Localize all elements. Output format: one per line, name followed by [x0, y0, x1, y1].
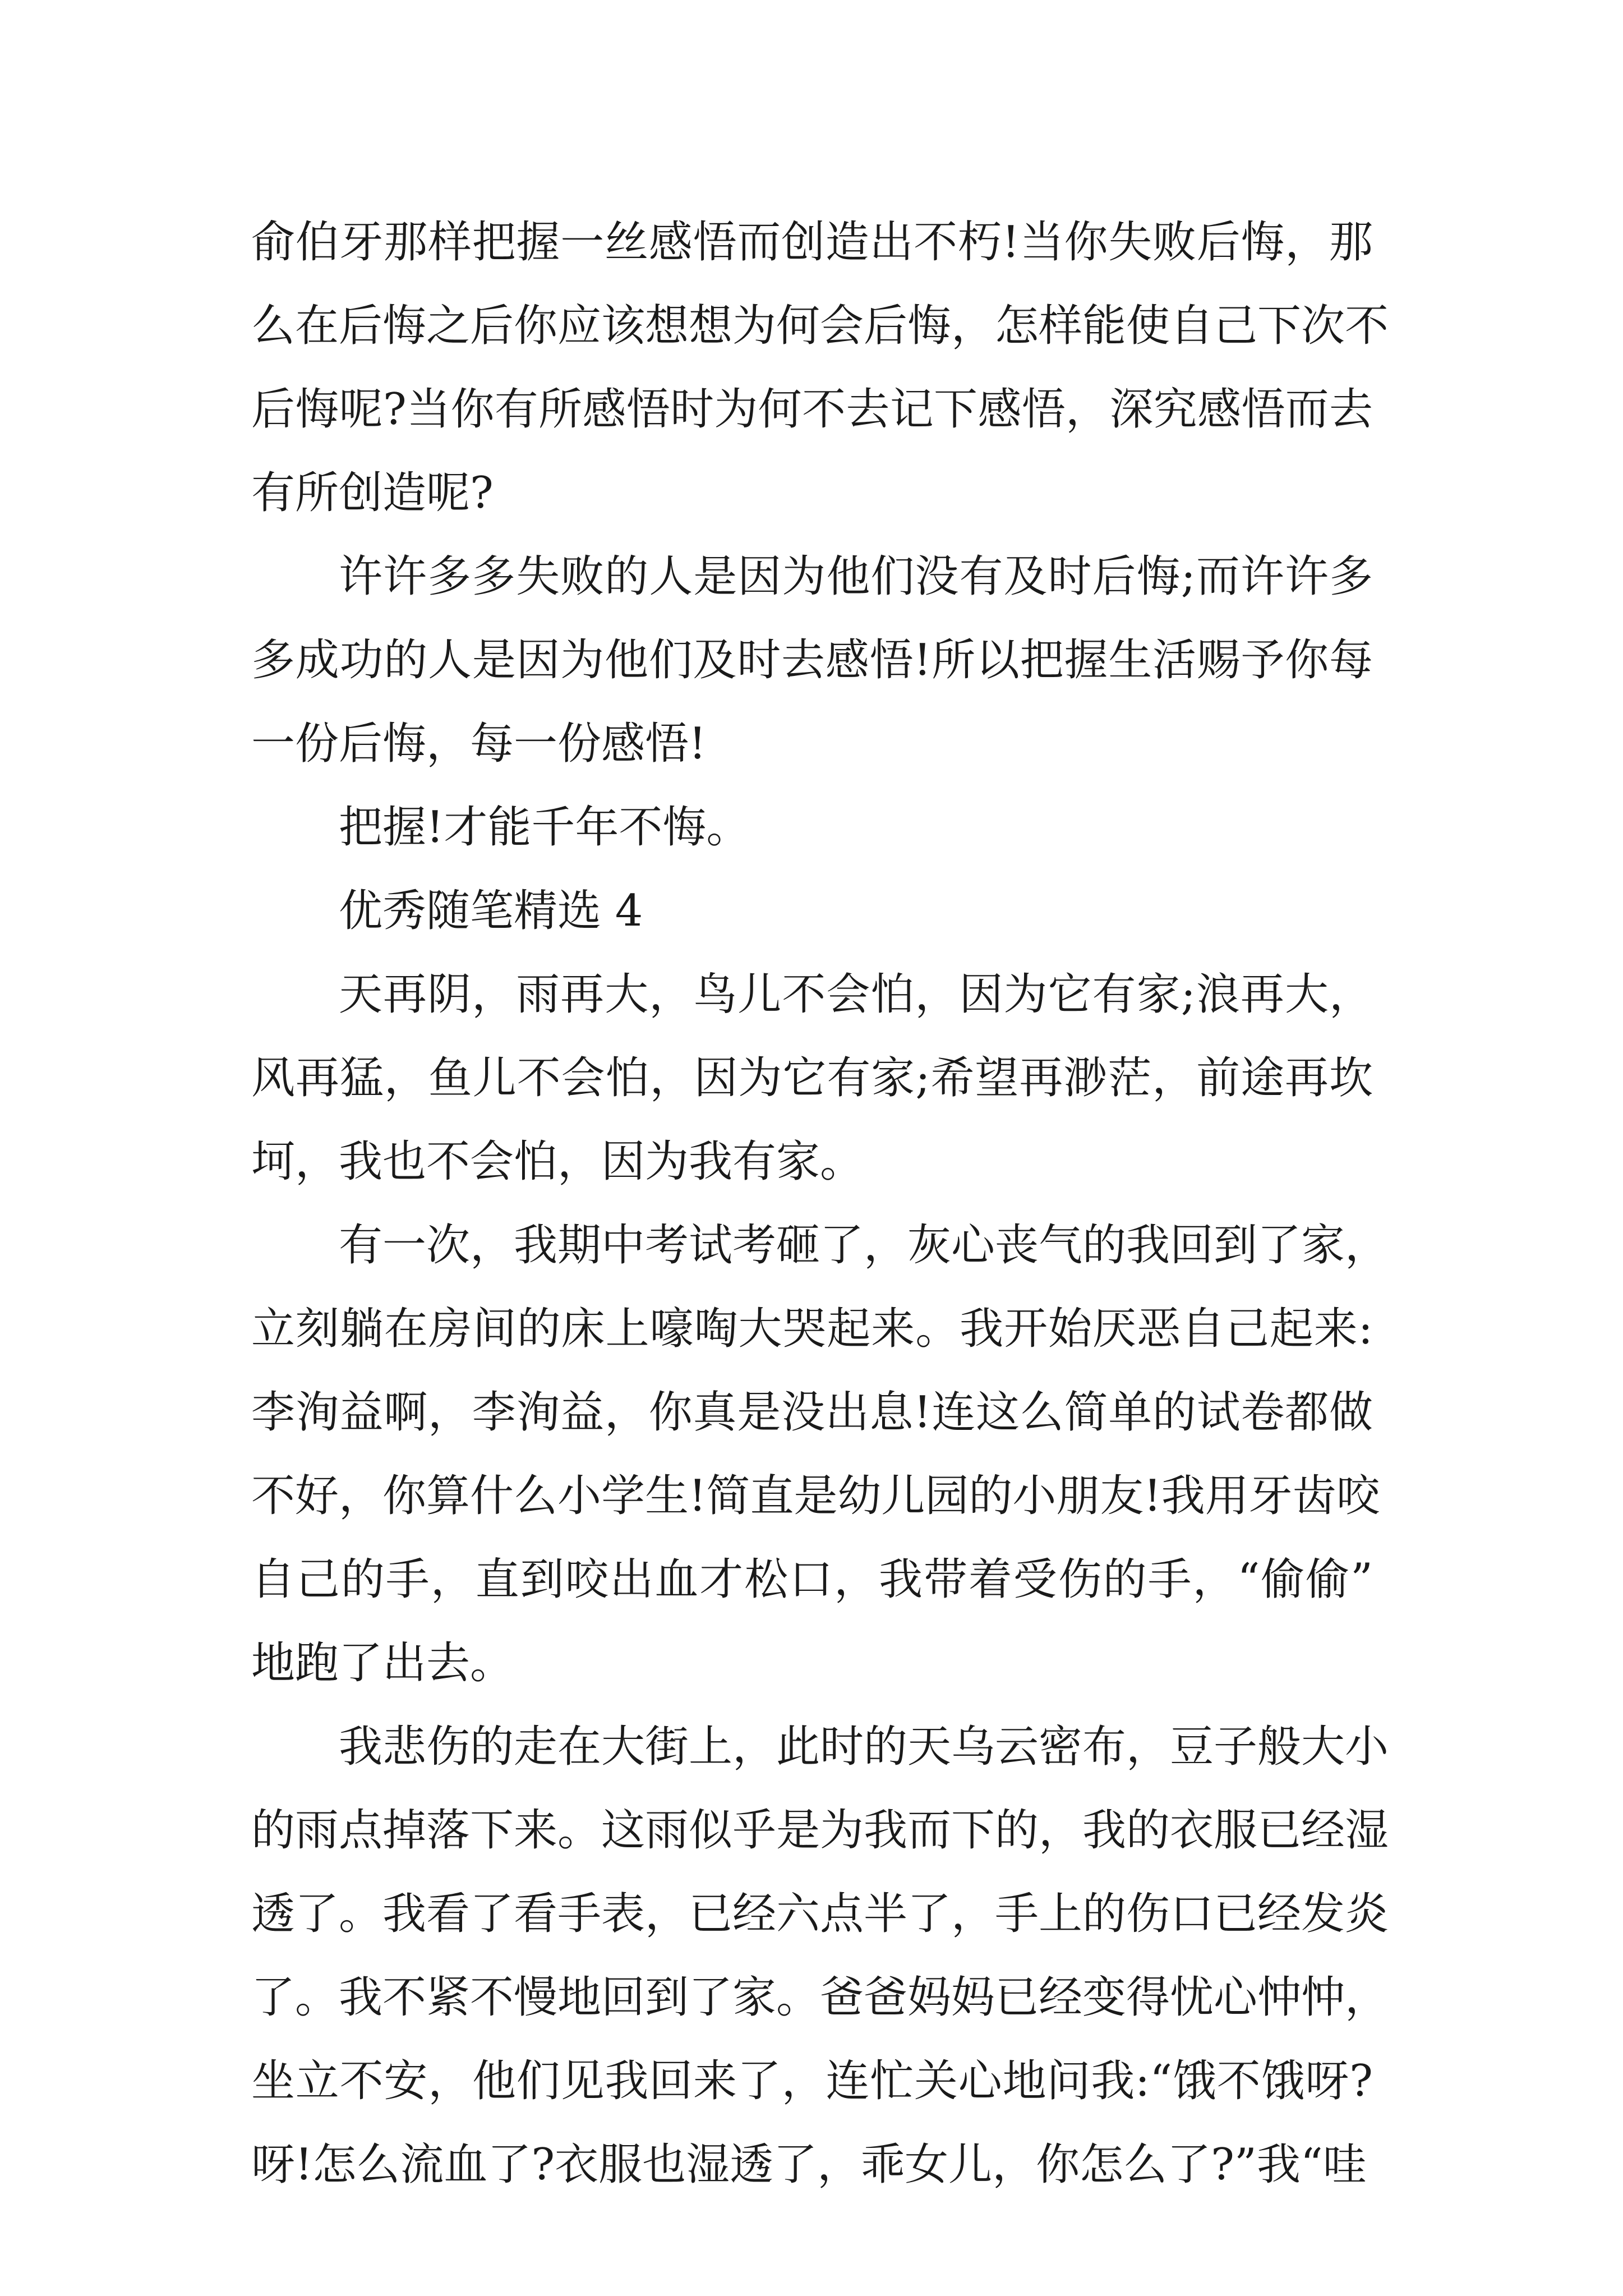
- text-line: 有所创造呢?: [251, 468, 494, 518]
- text-line: 后悔呢?当你有所感悟时为何不去记下感悟，深究感悟而去: [251, 384, 1373, 435]
- paragraph: [251, 869, 1373, 953]
- text-line: 我悲伤的走在大街上，此时的天乌云密布，豆子般大小: [339, 1722, 1389, 1772]
- text-line: 么在后悔之后你应该想想为何会后悔，怎样能使自己下次不: [251, 301, 1389, 351]
- text-line: 自己的手，直到咬出血才松口，我带着受伤的手，“偷偷”: [251, 1554, 1373, 1605]
- paragraph: [251, 786, 1373, 869]
- document-body: [251, 201, 1389, 2207]
- paragraph: [251, 535, 1373, 786]
- text-line: 不好，你算什么小学生!简直是幼儿园的小朋友!我用牙齿咬: [251, 1471, 1380, 1521]
- text-line: 呀!怎么流血了?衣服也湿透了，乖女儿，你怎么了?”我“哇: [251, 2139, 1367, 2190]
- text-line: 俞伯牙那样把握一丝感悟而创造出不朽!当你失败后悔，那: [251, 217, 1373, 268]
- text-line: 天再阴，雨再大，鸟儿不会怕，因为它有家;浪再大，: [339, 969, 1373, 1020]
- text-line: 透了。我看了看手表，已经六点半了，手上的伤口已经发炎: [251, 1889, 1389, 1939]
- text-line: 有一次，我期中考试考砸了，灰心丧气的我回到了家，: [339, 1220, 1389, 1271]
- text-line: 优秀随笔精选 4: [339, 886, 643, 936]
- paragraph: [251, 1705, 1389, 2207]
- text-line: 许许多多失败的人是因为他们没有及时后悔;而许许多: [339, 551, 1373, 602]
- paragraph: [251, 1204, 1389, 1705]
- text-line: 立刻躺在房间的床上嚎啕大哭起来。我开始厌恶自己起来:: [251, 1304, 1373, 1354]
- text-line: 多成功的人是因为他们及时去感悟!所以把握生活赐予你每: [251, 635, 1373, 685]
- text-line: 了。我不紧不慢地回到了家。爸爸妈妈已经变得忧心忡忡，: [251, 1972, 1389, 2023]
- text-line: 地跑了出去。: [251, 1638, 514, 1688]
- paragraph: [251, 953, 1373, 1204]
- text-line: 风再猛，鱼儿不会怕，因为它有家;希望再渺茫，前途再坎: [251, 1053, 1373, 1103]
- text-line: 坐立不安，他们见我回来了，连忙关心地问我:“饿不饿呀?: [251, 2056, 1373, 2106]
- text-line: 把握!才能千年不悔。: [339, 802, 750, 853]
- text-line: 的雨点掉落下来。这雨似乎是为我而下的，我的衣服已经湿: [251, 1805, 1389, 1856]
- text-line: 坷，我也不会怕，因为我有家。: [251, 1137, 864, 1187]
- text-line: 一份后悔，每一份感悟!: [251, 719, 707, 769]
- text-line: 李洵益啊，李洵益，你真是没出息!连这么简单的试卷都做: [251, 1387, 1373, 1438]
- paragraph: [251, 201, 1389, 535]
